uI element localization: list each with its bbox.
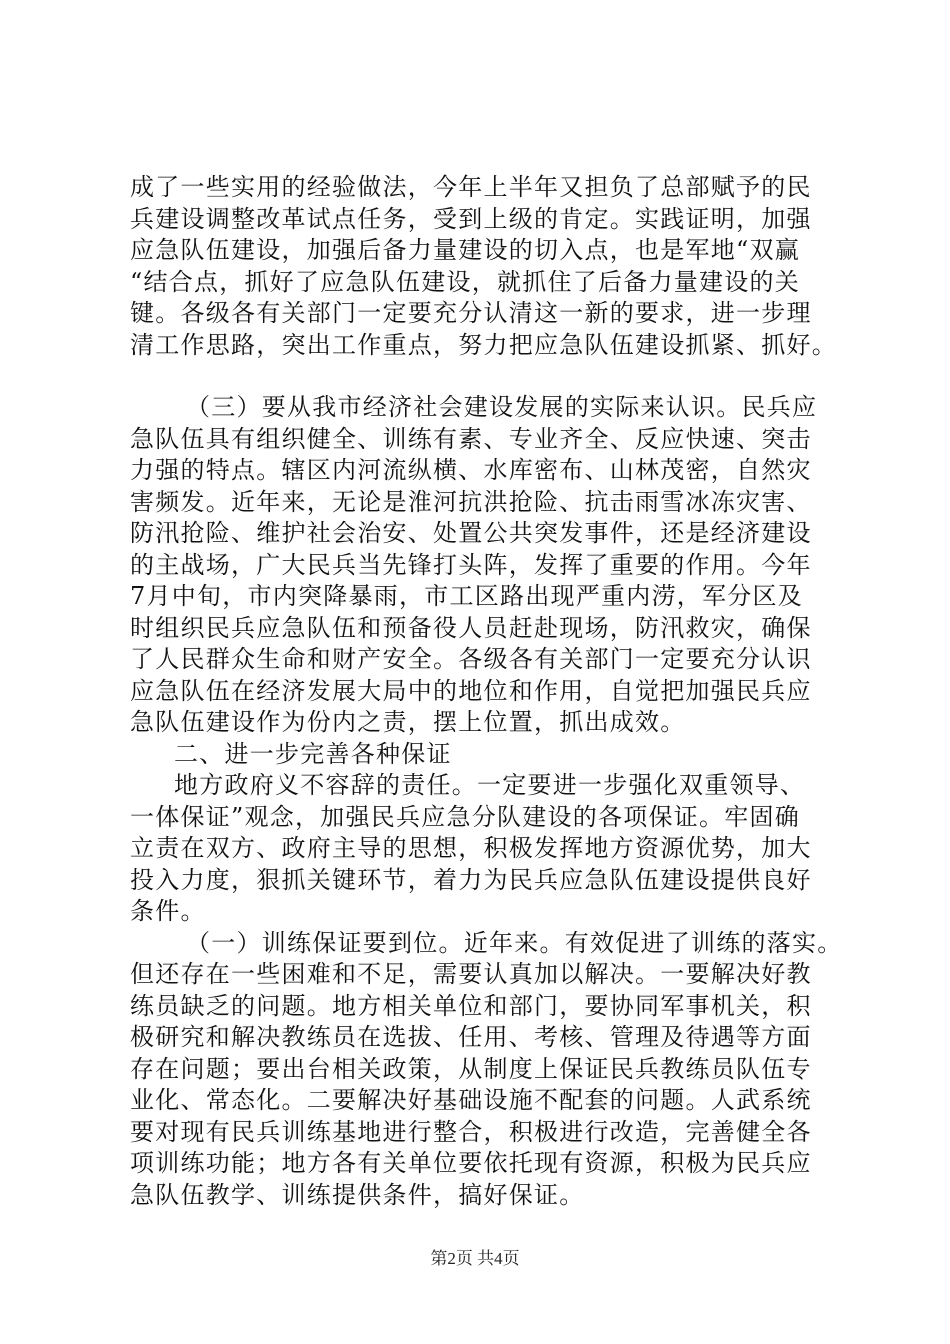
section-heading-line: 二、进一步完善各种保证 <box>174 739 452 768</box>
text-line: 极研究和解决教练员在选拔、任用、考核、管理及待遇等方面 <box>130 1023 812 1051</box>
text-line: 要对现有民兵训练基地进行整合，积极进行改造，完善健全各 <box>130 1117 812 1146</box>
text-line: 的主战场，广大民兵当先锋打头阵，发挥了重要的作用。今年 <box>130 550 812 579</box>
paragraph-section-three <box>130 392 830 739</box>
text-line: 应急队伍在经济发展大局中的地位和作用，自觉把加强民兵应 <box>130 676 812 705</box>
section-heading-line: （一）训练保证要到位。近年来。有效促进了训练的落实。 <box>186 928 843 957</box>
text-line: 兵建设调整改革试点任务，受到上级的肯定。实践证明，加强 <box>130 204 812 233</box>
text-line: 7月中旬，市内突降暴雨，市工区路出现严重内涝，军分区及 <box>130 582 804 610</box>
text-line: 应急队伍建设，加强后备力量建设的切入点，也是军地“双赢 <box>130 236 801 264</box>
text-line: 清工作思路，突出工作重点，努力把应急队伍建设抓紧、抓好。 <box>130 330 837 359</box>
text-line: 防汛抢险、维护社会治安、处置公共突发事件，还是经济建设 <box>130 519 812 547</box>
document-body <box>130 172 843 1211</box>
text-line: 害频发。近年来，无论是淮河抗洪抢险、抗击雨雪冰冻灾害、 <box>130 487 812 516</box>
text-line: 成了一些实用的经验做法，今年上半年又担负了总部赋予的民 <box>130 173 812 201</box>
text-line: 练员缺乏的问题。地方相关单位和部门，要协同军事机关，积 <box>130 991 812 1020</box>
text-line: 时组织民兵应急队伍和预备役人员赶赴现场，防汛救灾，确保 <box>130 613 812 642</box>
paragraph-government-responsibility <box>130 770 830 928</box>
text-line: 急队伍建设作为份内之责，摆上位置，抓出成效。 <box>130 708 686 736</box>
text-line: 急队伍教学、训练提供条件，搞好保证。 <box>130 1180 585 1209</box>
text-line: 力强的特点。辖区内河流纵横、水库密布、山林茂密，自然灾 <box>130 456 812 484</box>
page-number: 第2页 共4页 <box>430 1249 520 1268</box>
text-line: 业化、常态化。二要解决好基础设施不配套的问题。人武系统 <box>130 1086 812 1114</box>
text-line: 了人民群众生命和财产安全。各级各有关部门一定要充分认识 <box>130 645 812 673</box>
text-line: 键。各级各有关部门一定要充分认清这一新的要求，进一步理 <box>130 299 812 327</box>
text-line: “结合点，抓好了应急队伍建设，就抓住了后备力量建设的关 <box>130 267 801 296</box>
text-line: 项训练功能；地方各有关单位要依托现有资源，积极为民兵应 <box>130 1149 812 1177</box>
text-line: 立责在双方、政府主导的思想，积极发挥地方资源优势，加大 <box>130 834 812 862</box>
text-line: 投入力度，狠抓关键环节，着力为民兵应急队伍建设提供良好 <box>130 865 812 894</box>
text-line: 地方政府义不容辞的责任。一定要进一步强化双重领导、 <box>174 771 806 799</box>
paragraph-training-guarantee <box>130 928 843 1212</box>
text-line: 存在问题；要出台相关政策，从制度上保证民兵教练员队伍专 <box>130 1054 812 1083</box>
text-line: 条件。 <box>130 897 206 925</box>
text-line: 一体保证”观念，加强民兵应急分队建设的各项保证。牢固确 <box>130 802 801 831</box>
text-line: 急队伍具有组织健全、训练有素、专业齐全、反应快速、突击 <box>130 424 812 453</box>
paragraph-gap <box>130 361 830 392</box>
text-line: 但还存在一些困难和不足，需要认真加以解决。一要解决好教 <box>130 960 812 988</box>
section-heading-line: （三）要从我市经济社会建设发展的实际来认识。民兵应 <box>186 393 818 421</box>
paragraph-continuation <box>130 172 837 361</box>
section-heading <box>130 739 830 771</box>
